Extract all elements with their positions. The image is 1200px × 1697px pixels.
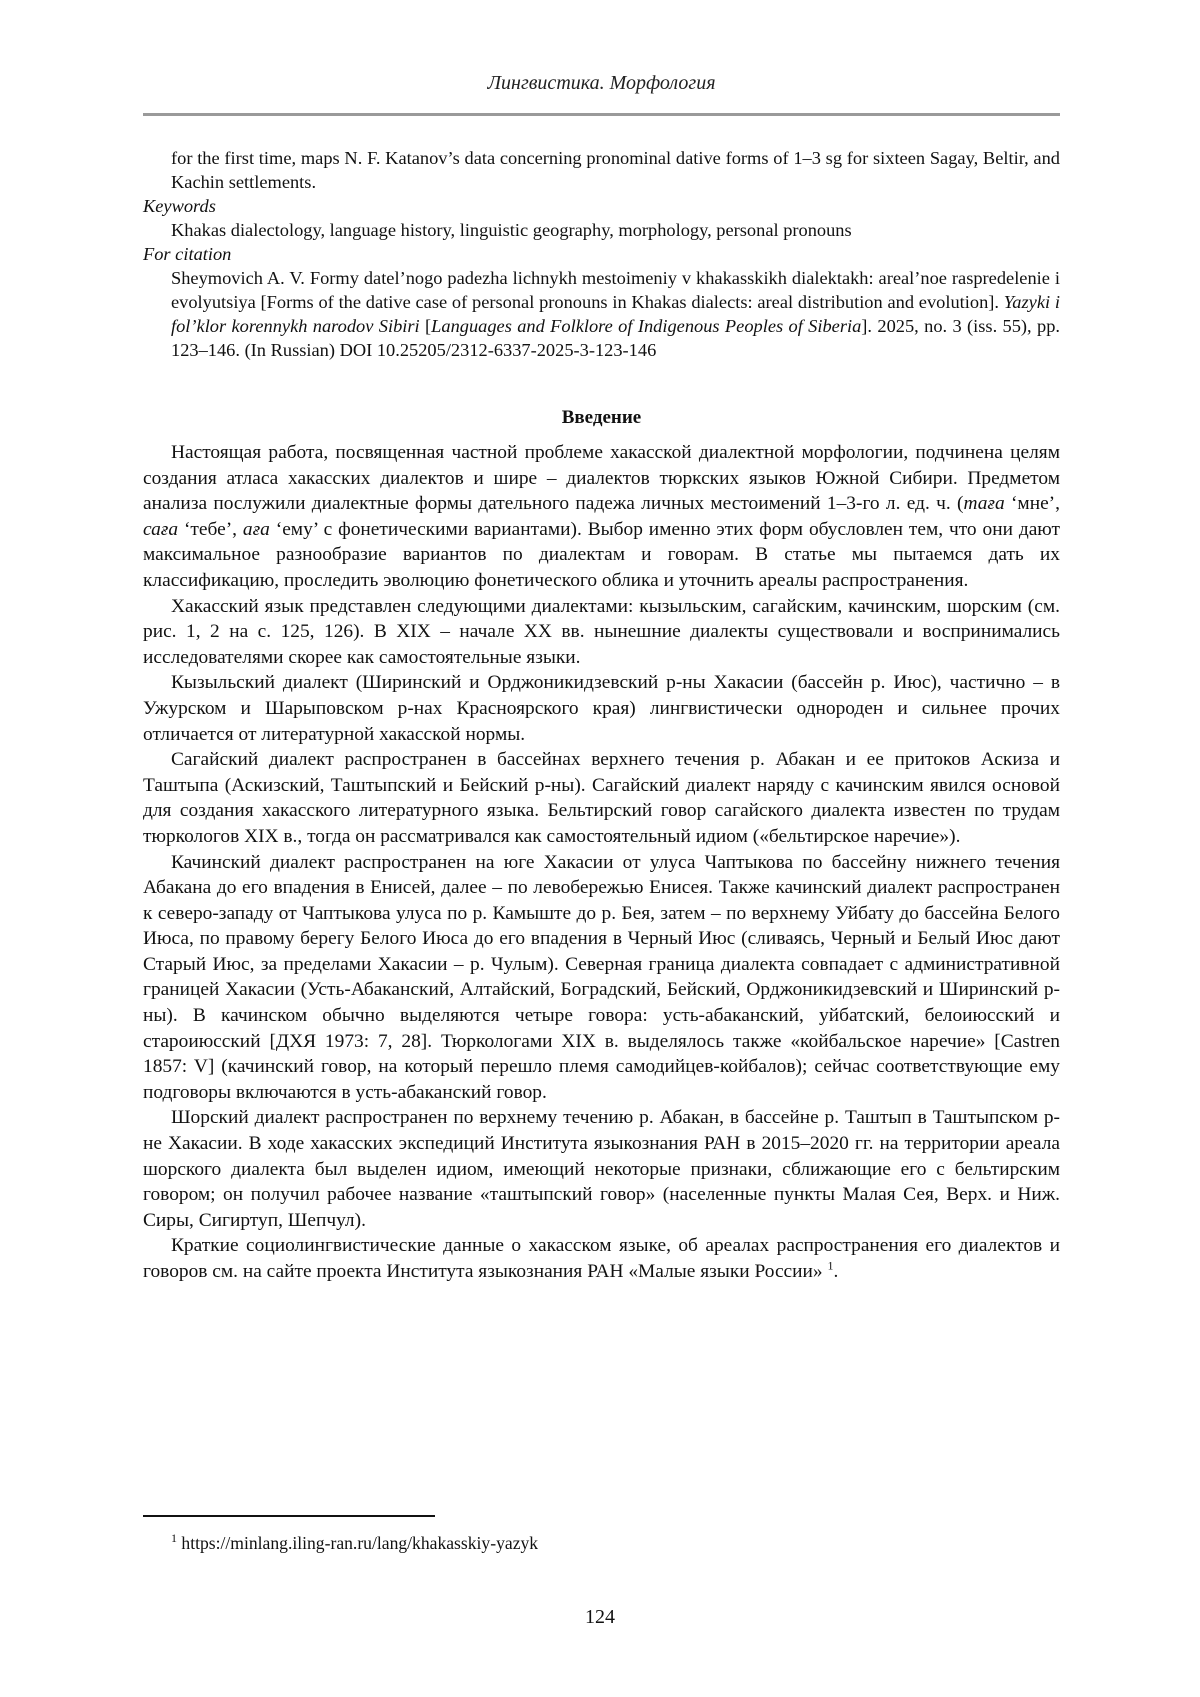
citation-text	[171, 266, 1060, 362]
citation-part2: ]. 2025, no. 3 (iss. 55), pp. 123–146. (In Russian) DOI 10.25205/2312-6337-2025-3-123-146	[171, 316, 1060, 360]
footnote-rule	[143, 1515, 435, 1517]
footnote-link[interactable]: https://minlang.iling-ran.ru/lang/khakasskiy-yazyk	[181, 1533, 539, 1553]
citation-journal-en: Languages and Folklore of Indigenous Peoples of Siberia	[431, 316, 862, 336]
section-title: Введение	[561, 407, 642, 428]
abstract-tail: for the first time, maps N. F. Katanov’s data concerning pronominal dative forms of 1–3 sg for sixteen Sagay, Beltir, and Kachin settlements.	[171, 148, 1060, 192]
example-form: саға	[143, 518, 179, 540]
paragraph-text: ‘мне’,	[1004, 493, 1060, 515]
citation-journal: Yazyki i fol’klor korennykh narodov Sibiri	[171, 292, 1060, 336]
citation-label: For citation	[143, 244, 232, 264]
body-text	[143, 440, 1060, 1285]
footnote-ref[interactable]: 1	[827, 1258, 834, 1273]
paragraph-text: ‘тебе’,	[178, 518, 243, 540]
citation-part1: Sheymovich A. V. Formy datel’nogo padezha lichnykh mestoimeniy v khakasskikh dialektakh: areal’noe raspredelenie i evolyutsiya [Forms of the dative case of personal pronouns in Khakas dialects: areal distribution and evolution].	[171, 268, 1060, 312]
header-rule	[143, 113, 1060, 116]
paragraph: Хакасский язык представлен следующими диалектами: кызыльским, сагайским, качинским, шорским (см. рис. 1, 2 на с. 125, 126). В XIX – начале XX вв. нынешние диалекты существовали и воспринимались исследователями скорее как самостоятельные языки.	[143, 595, 1060, 668]
footnote-marker: 1	[171, 1531, 177, 1546]
paragraph: Сагайский диалект распространен в бассейнах верхнего течения р. Абакан и ее притоков Аскиза и Таштыпа (Аскизский, Таштыпский и Бейский р-ны). Сагайский диалект наряду с качинским явился основой для создания хакасского литературного языка. Бельтирский говор сагайского диалекта известен по трудам тюркологов XIX в., тогда он рассматривался как самостоятельный идиом («бельтирское наречие»).	[143, 749, 1060, 847]
paragraph: Качинский диалект распространен на юге Хакасии от улуса Чаптыкова по бассейну нижнего течения Абакана до его впадения в Енисей, далее – по левобережью Енисея. Также качинский диалект распространен к северо-западу от Чаптыкова улуса по р. Камыште до р. Бея, затем – по верхнему Уйбату до бассейна Белого Июса, по правому берегу Белого Июса до его впадения в Черный Июс (сливаясь, Черный и Белый Июс дают Старый Июс, за пределами Хакасии – р. Чулым). Северная граница диалекта совпадает с административной границей Хакасии (Усть-Абаканский, Алтайский, Боградский, Бейский, Орджоникидзевский и Ширинский р-ны). В качинском обычно выделяются четыре говора: усть-абаканский, уйбатский, белоиюсский и староиюсский [ДХЯ 1973: 7, 28]. Тюркологами XIX в. выделялось также «койбальское наречие» [Castren 1857: V] (качинский говор, на который перешло племя самодийцев-койбалов); сейчас соответствующие ему подговоры включаются в усть-абаканский говор.	[143, 851, 1060, 1103]
example-form: таға	[963, 493, 1005, 515]
paragraph-text: ‘ему’ с фонетическими вариантами). Выбор именно этих форм обусловлен тем, что они дают максимальное разнообразие вариантов по диалектам и говорам. В статье мы пытаемся дать их классификацию, проследить эволюцию фонетического облика и уточнить ареалы распространения.	[143, 518, 1060, 591]
example-form: аға	[242, 518, 270, 540]
paragraph: Краткие социолингвистические данные о хакасском языке, об ареалах распространения его диалектов и говоров см. на сайте проекта Института языкознания РАН «Малые языки России» $^1$.	[143, 1235, 1060, 1282]
keywords-text: Khakas dialectology, language history, linguistic geography, morphology, personal pronouns	[171, 220, 852, 240]
keywords-label: Keywords	[143, 196, 216, 216]
page-number: 124	[585, 1606, 615, 1628]
footnote	[171, 1533, 538, 1554]
paragraph: Шорский диалект распространен по верхнему течению р. Абакан, в бассейне р. Таштып в Таштыпском р-не Хакасии. В ходе хакасских экспедиций Института языкознания РАН в 2015–2020 гг. на территории ареала шорского диалекта был выделен идиом, имеющий некоторые признаки, сближающие его с бельтирским говором; он получил рабочее название «таштыпский говор» (населенные пункты Малая Сея, Верх. и Ниж. Сиры, Сигиртуп, Шепчул).	[143, 1107, 1060, 1231]
citation-bracket: [	[419, 316, 432, 336]
paragraph-text: Краткие социолингвистические данные о хакасском языке, об ареалах распространения его диалектов и говоров см. на сайте проекта Института языкознания РАН «Малые языки России»	[143, 1235, 1060, 1282]
paragraph-text: Настоящая работа, посвященная частной проблеме хакасской диалектной морфологии, подчинена целям создания атласа хакасских диалектов и шире – диалектов тюркских языков Южной Сибири. Предметом анализа послужили диалектные формы дательного падежа личных местоимений 1–3-го л. ед. ч. (	[143, 442, 1060, 515]
paragraph	[143, 440, 1060, 594]
page-content	[143, 146, 1060, 1285]
running-head: Лингвистика. Морфология	[487, 72, 716, 94]
paragraph: Кызыльский диалект (Ширинский и Орджоникидзевский р-ны Хакасии (бассейн р. Июс), частично – в Ужурском и Шарыповском р-нах Красноярского края) лингвистически однороден и сильнее прочих отличается от литературной хакасской нормы.	[143, 672, 1060, 745]
